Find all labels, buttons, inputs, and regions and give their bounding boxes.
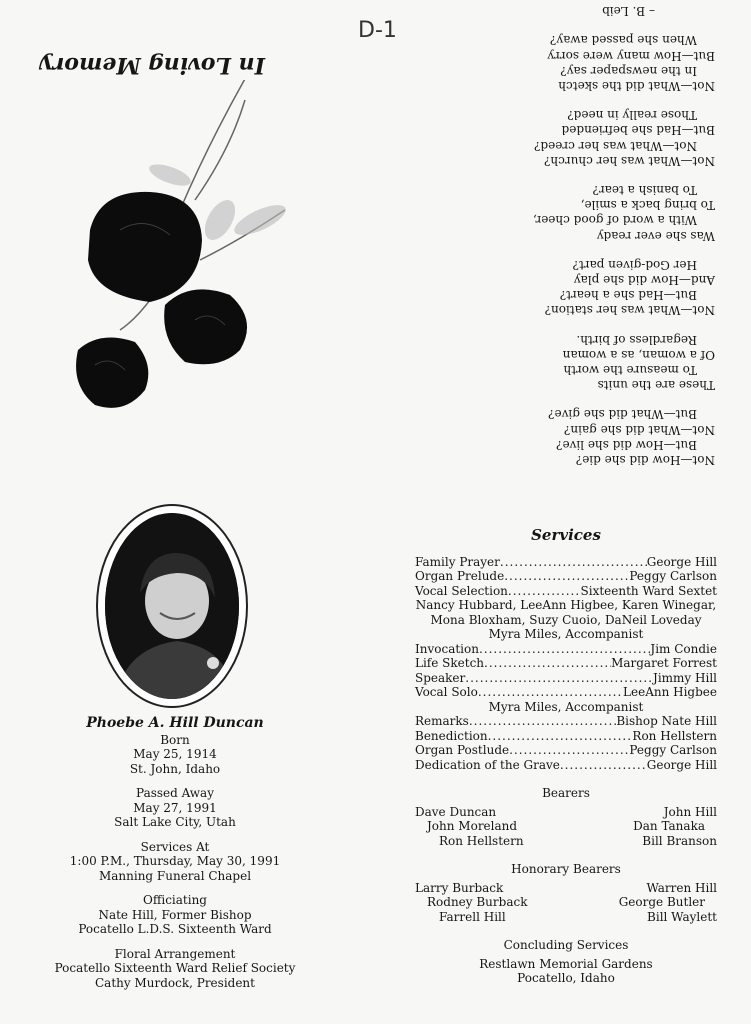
program-item bbox=[415, 714, 717, 729]
poem-line: When she passed away? bbox=[549, 33, 697, 48]
concluding-line: Pocatello, Idaho bbox=[517, 971, 615, 985]
program-item-person: Jim Condie bbox=[650, 641, 717, 656]
poem-line: Not—What was her station? bbox=[544, 303, 715, 318]
program-item bbox=[415, 671, 717, 686]
floral-label: Floral Arrangement bbox=[114, 946, 236, 961]
concluding-services-heading: Concluding Services bbox=[503, 938, 629, 952]
dot-leader bbox=[560, 758, 647, 773]
bearer-name: Ron Hellstern bbox=[439, 833, 524, 848]
program-item-label: Family Prayer bbox=[415, 554, 500, 569]
bearer-name: Dan Tanaka bbox=[633, 819, 705, 833]
poem-line: Of a woman, as a woman bbox=[562, 347, 715, 362]
program-item-person: George Hill bbox=[646, 554, 717, 569]
bearer-row bbox=[415, 910, 717, 925]
bearer-row bbox=[415, 834, 717, 849]
program-item-person: Sixteenth Ward Sextet bbox=[580, 583, 717, 598]
floral-name: Cathy Murdock, President bbox=[94, 975, 255, 990]
rose bbox=[88, 192, 202, 302]
poem-line: To banish a tear? bbox=[592, 182, 697, 197]
poem-stanza bbox=[425, 182, 715, 243]
program-item-person: Peggy Carlson bbox=[629, 569, 717, 583]
program-item bbox=[415, 758, 717, 773]
poem-line: Was she ever ready bbox=[596, 228, 715, 243]
program-item-person: Ron Hellstern bbox=[632, 728, 717, 743]
obituary-details bbox=[40, 716, 310, 1000]
program-item bbox=[415, 743, 717, 758]
dot-leader bbox=[488, 729, 633, 744]
poem-line: Not—What did she gain? bbox=[563, 422, 715, 437]
poem-line: Her God-given part? bbox=[572, 257, 697, 272]
poem-line: In the newspaper say? bbox=[560, 63, 697, 78]
dot-leader bbox=[469, 714, 617, 729]
poem-line: But—Had she a heart? bbox=[559, 288, 697, 303]
poem-line: And—How did she play bbox=[573, 272, 715, 287]
poem-line: To measure the worth bbox=[563, 362, 697, 377]
program-item-label: Vocal Solo bbox=[415, 685, 478, 699]
poem-line: Not—What was her creed? bbox=[534, 138, 697, 153]
officiating-name: Nate Hill, Former Bishop bbox=[98, 907, 252, 922]
bearer-row bbox=[415, 881, 717, 896]
poem-line: But—How did she live? bbox=[556, 437, 697, 452]
dot-leader bbox=[479, 642, 650, 657]
program-item-label: Organ Postlude bbox=[415, 743, 510, 757]
poem-author: – B. Leib bbox=[602, 4, 655, 19]
bearers-heading: Bearers bbox=[542, 786, 590, 800]
born-label: Born bbox=[160, 732, 190, 747]
sextet-line: Mona Bloxham, Suzy Cuoio, DaNeil Loveday bbox=[430, 612, 702, 627]
died-label: Passed Away bbox=[136, 786, 214, 800]
poem-stanza bbox=[425, 406, 715, 467]
sextet-line: Myra Miles, Accompanist bbox=[488, 627, 644, 641]
program-item bbox=[415, 584, 717, 599]
poem-line: Not—How did she die? bbox=[575, 453, 715, 467]
bearer-name: Bill Waylett bbox=[647, 909, 717, 924]
bearer-name: Rodney Burback bbox=[427, 895, 528, 909]
bearer-name: John Hill bbox=[663, 804, 717, 819]
program-item bbox=[415, 569, 717, 584]
poem-stanza bbox=[425, 32, 715, 93]
poem-line: But—What did she give? bbox=[548, 407, 697, 422]
services-program bbox=[415, 528, 717, 986]
solo-accompanist: Myra Miles, Accompanist bbox=[488, 699, 644, 714]
poem-line: Regardless of birth. bbox=[576, 332, 697, 347]
services-time: 1:00 P.M., Thursday, May 30, 1991 bbox=[69, 854, 281, 868]
bearer-name: Bill Branson bbox=[642, 833, 717, 848]
died-date: May 27, 1991 bbox=[133, 800, 217, 815]
portrait-photo bbox=[105, 513, 239, 699]
dot-leader bbox=[484, 656, 611, 671]
program-item-label: Life Sketch bbox=[415, 656, 485, 670]
program-item bbox=[415, 729, 717, 744]
bearer-name: Farrell Hill bbox=[439, 909, 506, 924]
born-place: St. John, Idaho bbox=[129, 761, 221, 776]
dot-leader bbox=[508, 584, 581, 599]
portrait-photo-frame bbox=[96, 504, 248, 708]
poem-line: Not—What did the sketch bbox=[558, 78, 715, 93]
bearer-row bbox=[415, 805, 717, 820]
program-item bbox=[415, 656, 717, 671]
services-heading: Services bbox=[531, 526, 601, 544]
dot-leader bbox=[500, 555, 647, 570]
program-item-person: Margaret Forrest bbox=[611, 656, 717, 670]
poem-line: Those really in need? bbox=[567, 108, 697, 123]
program-item bbox=[415, 685, 717, 700]
poem-line: These are the units bbox=[597, 378, 715, 393]
sextet-line: Nancy Hubbard, LeeAnn Higbee, Karen Winegar, bbox=[415, 598, 717, 612]
officiating-label: Officiating bbox=[143, 893, 207, 907]
honorary-bearers-heading: Honorary Bearers bbox=[511, 862, 621, 876]
poem-line: Not—What was her church? bbox=[544, 153, 715, 168]
rose bbox=[164, 289, 247, 364]
roses-illustration bbox=[60, 80, 300, 420]
program-item-label: Speaker bbox=[415, 670, 466, 685]
services-place: Manning Funeral Chapel bbox=[98, 868, 252, 883]
program-item-label: Remarks bbox=[415, 714, 469, 728]
bearer-name: George Butler bbox=[618, 895, 705, 909]
program-item-label: Vocal Selection bbox=[415, 583, 508, 598]
stem bbox=[180, 80, 250, 210]
dot-leader bbox=[509, 743, 629, 758]
program-item-label: Organ Prelude bbox=[415, 569, 505, 583]
program-item-label: Benediction bbox=[415, 728, 488, 743]
concluding-line: Restlawn Memorial Gardens bbox=[479, 956, 653, 971]
officiating-ward: Pocatello L.D.S. Sixteenth Ward bbox=[78, 922, 272, 936]
floral-org: Pocatello Sixteenth Ward Relief Society bbox=[54, 961, 296, 975]
rose bbox=[76, 338, 148, 408]
program-item-label: Dedication of the Grave bbox=[415, 757, 560, 772]
deceased-name: Phoebe A. Hill Duncan bbox=[86, 715, 264, 731]
bearer-name: Larry Burback bbox=[415, 880, 504, 895]
bearer-name: John Moreland bbox=[427, 819, 518, 833]
poem-line: But—How many were sorry bbox=[547, 48, 715, 63]
poem-line: With a word of good cheer, bbox=[532, 213, 697, 228]
program-item-person: LeeAnn Higbee bbox=[623, 685, 717, 699]
handwritten-annotation: D-1 bbox=[358, 18, 397, 43]
bearer-row bbox=[415, 895, 717, 910]
program-item bbox=[415, 555, 717, 570]
poem-line: To bring back a smile, bbox=[580, 198, 715, 213]
program-item bbox=[415, 642, 717, 657]
poem-stanza bbox=[425, 107, 715, 168]
dot-leader bbox=[504, 569, 629, 584]
program-item-person: Bishop Nate Hill bbox=[616, 714, 717, 728]
program-item-person: Jimmy Hill bbox=[653, 670, 717, 685]
services-label: Services At bbox=[140, 839, 210, 854]
died-place: Salt Lake City, Utah bbox=[114, 815, 236, 829]
poem-stanza bbox=[425, 331, 715, 392]
dot-leader bbox=[465, 671, 653, 686]
poem-stanza bbox=[425, 257, 715, 318]
in-loving-memory-title: In Loving Memory bbox=[40, 52, 265, 78]
bearer-name: Warren Hill bbox=[646, 880, 717, 895]
dot-leader bbox=[478, 685, 623, 700]
program-item-person: Peggy Carlson bbox=[629, 743, 717, 757]
bearer-row bbox=[415, 819, 717, 834]
program-item-label: Invocation bbox=[415, 641, 479, 656]
poem-line: But—Had she befriended bbox=[561, 123, 715, 138]
program-item-person: George Hill bbox=[646, 757, 717, 772]
bearer-name: Dave Duncan bbox=[415, 804, 497, 819]
born-date: May 25, 1914 bbox=[133, 747, 217, 761]
poem-block bbox=[425, 2, 715, 467]
